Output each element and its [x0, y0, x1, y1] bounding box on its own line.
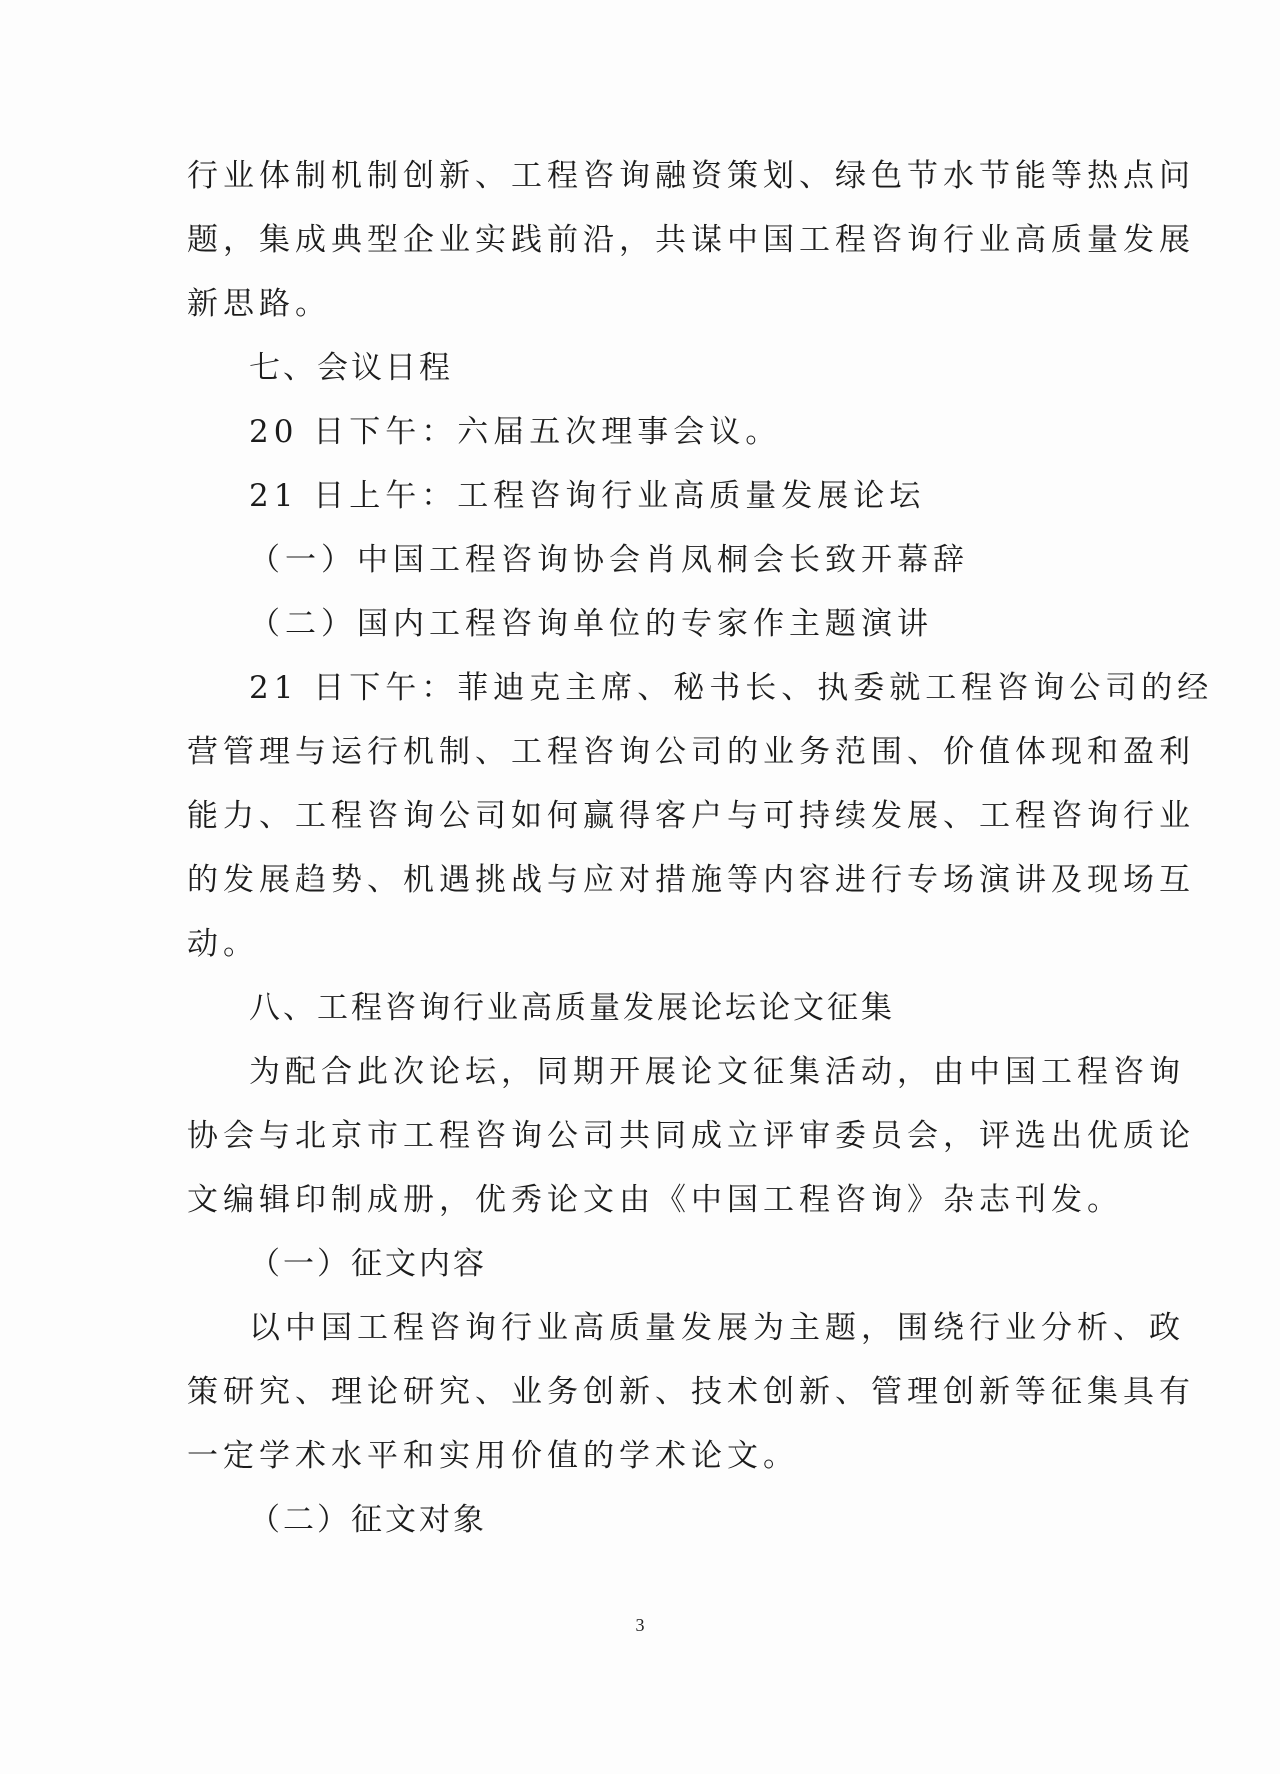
- subsection-heading-content: （一）征文内容: [249, 1246, 487, 1282]
- papers-intro-line: 为配合此次论坛，同期开展论文征集活动，由中国工程咨询: [249, 1054, 1185, 1090]
- content-line: 以中国工程咨询行业高质量发展为主题，围绕行业分析、政: [249, 1310, 1185, 1346]
- body-line: 题，集成典型企业实践前沿，共谋中国工程咨询行业高质量发展: [187, 222, 1195, 258]
- schedule-afternoon-line: 营管理与运行机制、工程咨询公司的业务范围、价值体现和盈利: [187, 734, 1195, 770]
- section-heading-papers: 八、工程咨询行业高质量发展论坛论文征集: [249, 990, 895, 1026]
- content-line: 策研究、理论研究、业务创新、技术创新、管理创新等征集具有: [187, 1374, 1195, 1410]
- schedule-item: （一）中国工程咨询协会肖凤桐会长致开幕辞: [249, 542, 969, 578]
- section-heading-schedule: 七、会议日程: [249, 350, 453, 386]
- subsection-heading-target: （二）征文对象: [249, 1502, 487, 1538]
- schedule-afternoon-line: 的发展趋势、机遇挑战与应对措施等内容进行专场演讲及现场互: [187, 862, 1195, 898]
- papers-intro-line: 文编辑印制成册，优秀论文由《中国工程咨询》杂志刊发。: [187, 1182, 1123, 1218]
- content-line: 一定学术水平和实用价值的学术论文。: [187, 1438, 799, 1474]
- schedule-item: 20 日下午：六届五次理事会议。: [249, 414, 782, 450]
- schedule-item: 21 日上午：工程咨询行业高质量发展论坛: [249, 478, 926, 514]
- papers-intro-line: 协会与北京市工程咨询公司共同成立评审委员会，评选出优质论: [187, 1118, 1195, 1154]
- schedule-item: （二）国内工程咨询单位的专家作主题演讲: [249, 606, 933, 642]
- schedule-afternoon-line: 能力、工程咨询公司如何赢得客户与可持续发展、工程咨询行业: [187, 798, 1195, 834]
- page-number: 3: [635, 1615, 645, 1635]
- schedule-afternoon-line: 动。: [187, 926, 259, 962]
- body-line: 新思路。: [187, 286, 331, 322]
- body-line: 行业体制机制创新、工程咨询融资策划、绿色节水节能等热点问: [187, 158, 1195, 194]
- document-body: [187, 144, 1214, 1552]
- schedule-afternoon-line: 21 日下午：菲迪克主席、秘书长、执委就工程咨询公司的经: [249, 670, 1214, 706]
